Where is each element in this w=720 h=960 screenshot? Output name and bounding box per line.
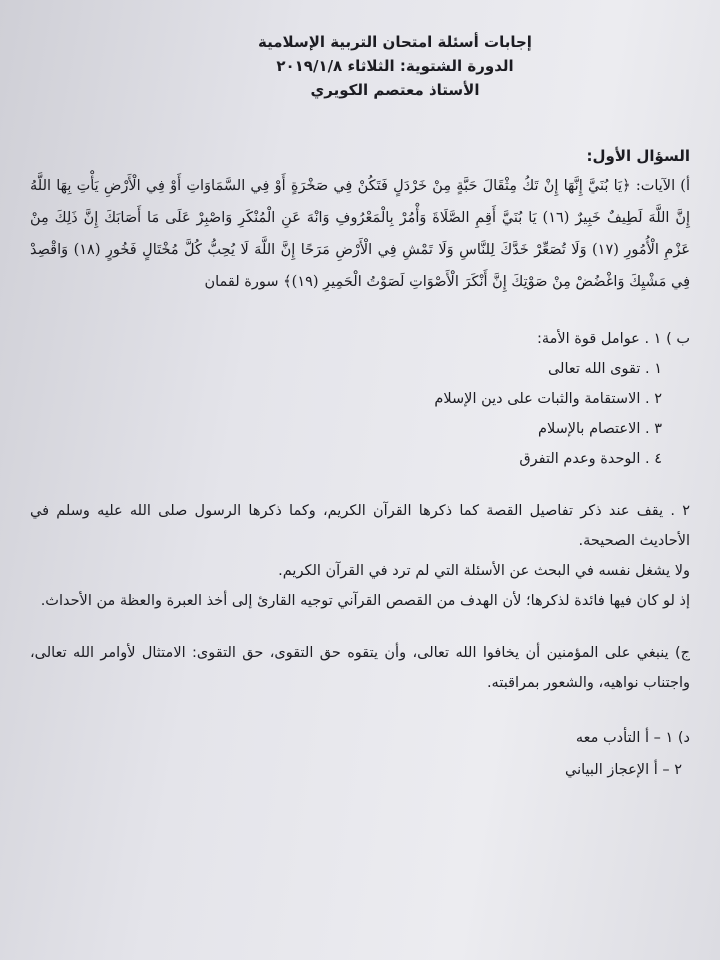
part-b-point-2 (30, 496, 690, 616)
document-title: إجابات أسئلة امتحان التربية الإسلامية (258, 33, 532, 51)
list-item: ٤ . الوحدة وعدم التفرق (519, 451, 662, 467)
list-item: ٣ . الاعتصام بالإسلام (537, 421, 662, 437)
part-a-label: أ) الآيات: (635, 178, 690, 194)
exam-session-date: الدورة الشتوية: الثلاثاء ٢٠١٩/١/٨ (276, 57, 514, 75)
paragraph: ولا يشغل نفسه في البحث عن الأسئلة التي لم ترد في القرآن الكريم. (278, 563, 690, 579)
part-d (30, 722, 690, 786)
surah-reference: سورة لقمان (204, 274, 279, 290)
part-c: ج) ينبغي على المؤمنين أن يخافوا الله تعالى، وأن يتقوه حق التقوى، حق التقوى: الامتثال لأوامر الله تعالى، واجتناب نواهيه، والشعور بمراقبته. (30, 645, 690, 691)
part-b (30, 324, 690, 616)
paragraph: إذ لو كان فيها فائدة لذكرها؛ لأن الهدف من القصص القرآني توجيه القارئ إلى أخذ العبرة والعظة من الأحداث. (40, 593, 690, 609)
question-1-title: السؤال الأول: (586, 147, 690, 165)
teacher-name: الأستاذ معتصم الكويري (310, 81, 480, 99)
document-header (160, 30, 630, 102)
part-b-heading: ب ) ١ . عوامل قوة الأمة: (536, 331, 690, 347)
quran-verses: ﴿يَا بُنَيَّ إِنَّهَا إِنْ تَكُ مِثْقَالَ حَبَّةٍ مِنْ خَرْدَلٍ فَتَكُنْ فِي صَخْرَةٍ أَوْ فِي السَّمَاوَاتِ أَوْ فِي الْأَرْضِ يَأْتِ بِهَا اللَّهُ إِنَّ اللَّهَ لَطِيفٌ خَبِيرٌ (١٦) يَا بُنَيَّ أَقِمِ الصَّلَاةَ وَأْمُرْ بِالْمَعْرُوفِ وَانْهَ عَنِ الْمُنْكَرِ وَاصْبِرْ عَلَى مَا أَصَابَكَ إِنَّ ذَلِكَ مِنْ عَزْمِ الْأُمُورِ (١٧) وَلَا تُصَعِّرْ خَدَّكَ لِلنَّاسِ وَلَا تَمْشِ فِي الْأَرْضِ مَرَحًا إِنَّ اللَّهَ لَا يُحِبُّ كُلَّ مُخْتَالٍ فَخُورٍ (١٨) وَاقْصِدْ فِي مَشْيِكَ وَاغْضُضْ مِنْ صَوْتِكَ إِنَّ أَنْكَرَ الْأَصْوَاتِ لَصَوْتُ الْحَمِيرِ (١٩)﴾ (30, 178, 690, 290)
list-item: ٢ . الاستقامة والثبات على دين الإسلام (434, 391, 662, 407)
part-a-verses (30, 170, 690, 298)
paragraph: ٢ . يقف عند ذكر تفاصيل القصة كما ذكرها القرآن الكريم، وكما ذكرها الرسول صلى الله عليه وسلم في الأحاديث الصحيحة. (30, 503, 690, 549)
part-d-item: د) ١ – أ التأدب معه (575, 730, 690, 746)
list-item: ١ . تقوى الله تعالى (547, 361, 662, 377)
part-d-item: ٢ – أ الإعجاز البياني (565, 762, 682, 778)
